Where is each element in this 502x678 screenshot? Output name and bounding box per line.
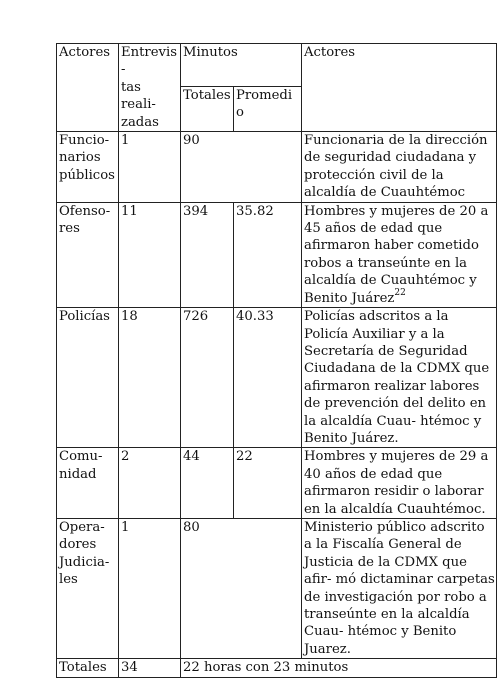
- table-row: [57, 518, 497, 658]
- totals-minutos: 22 horas con 23 minutos: [181, 659, 497, 677]
- row-descripcion: Hombres y mujeres de 29 a 40 años de edad que afirmaron residir o laborar en la alcaldía Cuauhtémoc.: [302, 448, 497, 519]
- row-actor: Opera- dores Judicia- les: [57, 518, 119, 658]
- row-descripcion: Ministerio público adscrito a la Fiscalía General de Justicia de la CDMX que afir- mó dictaminar carpetas de investigación por robo a transeúnte en la alcaldía Cuau- htémoc y Benito Juarez.: [302, 518, 497, 658]
- row-totales: 44: [181, 448, 234, 519]
- totals-label: Totales: [57, 659, 119, 677]
- table-row: [57, 448, 497, 519]
- row-actor: Funcio- narios públicos: [57, 132, 119, 203]
- table-row: [57, 308, 497, 448]
- row-promedio: 35.82: [234, 202, 302, 307]
- row-actor: Policías: [57, 308, 119, 448]
- row-totales: 726: [181, 308, 234, 448]
- row-entrevistas: 11: [119, 202, 181, 307]
- row-totales: 90: [181, 132, 302, 203]
- footnote-marker: 22: [394, 287, 406, 298]
- row-descripcion-text: Hombres y mujeres de 20 a 45 años de edad que afirmaron haber cometido robos a transeúnte en la alcaldía de Cuauhtémoc y Benito Juárez: [304, 203, 489, 306]
- header-row-1: [57, 44, 497, 87]
- totals-row: [57, 659, 497, 677]
- row-descripcion: [302, 202, 497, 307]
- row-promedio: 22: [234, 448, 302, 519]
- row-descripcion: Funcionaria de la dirección de seguridad ciudadana y protección civil de la alcaldía de Cuauhtémoc: [302, 132, 497, 203]
- header-actores: Actores: [57, 44, 119, 132]
- table-row: [57, 132, 497, 203]
- row-promedio: 40.33: [234, 308, 302, 448]
- totals-entrevistas: 34: [119, 659, 181, 677]
- row-entrevistas: 2: [119, 448, 181, 519]
- header-totales: Totales: [181, 86, 234, 131]
- row-totales: 80: [181, 518, 302, 658]
- header-descripcion: Actores: [302, 44, 497, 132]
- row-entrevistas: 1: [119, 132, 181, 203]
- row-actor: Ofenso- res: [57, 202, 119, 307]
- header-entrevistas: Entrevis- tas reali- zadas: [119, 44, 181, 132]
- row-entrevistas: 1: [119, 518, 181, 658]
- table-row: [57, 202, 497, 307]
- row-entrevistas: 18: [119, 308, 181, 448]
- row-actor: Comu- nidad: [57, 448, 119, 519]
- row-descripcion: Policías adscritos a la Policía Auxiliar y a la Secretaría de Seguridad Ciudadana de la CDMX que afirmaron realizar labores de prevención del delito en la alcaldía Cuau- htémoc y Benito Juárez.: [302, 308, 497, 448]
- row-totales: 394: [181, 202, 234, 307]
- header-minutos: Minutos: [181, 44, 302, 87]
- interviews-table: [56, 43, 497, 678]
- header-promedio: Promedio: [234, 86, 302, 131]
